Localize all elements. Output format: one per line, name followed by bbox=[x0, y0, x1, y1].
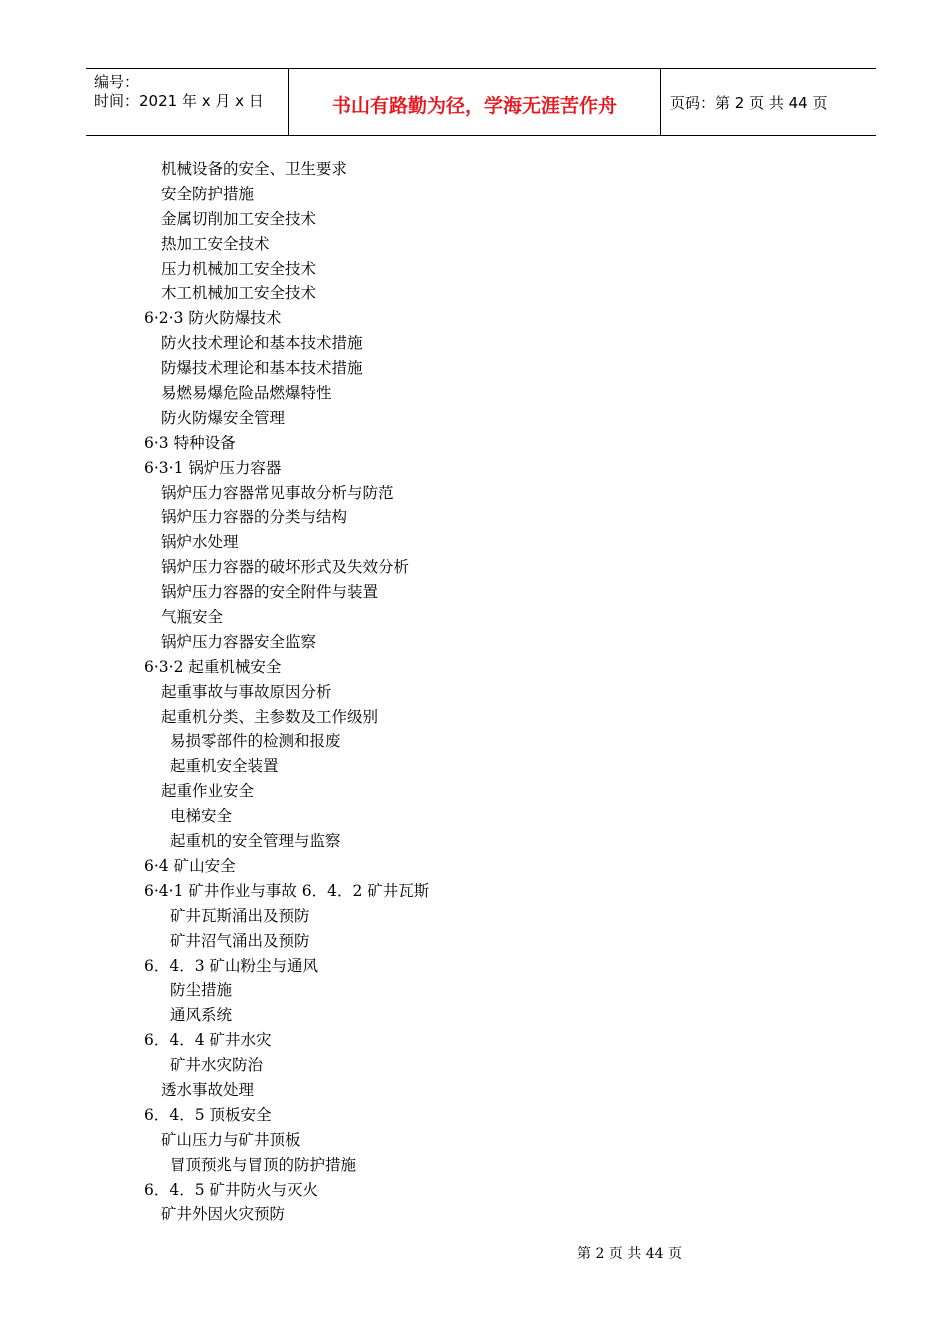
outline-item: 压力机械加工安全技术 bbox=[161, 259, 317, 278]
section-heading: 6·4 矿山安全 bbox=[144, 856, 236, 875]
outline-item: 易燃易爆危险品燃爆特性 bbox=[161, 384, 332, 403]
outline-item: 起重作业安全 bbox=[161, 782, 255, 801]
section-heading: 6·3·2 起重机械安全 bbox=[144, 657, 282, 676]
page-header bbox=[86, 68, 876, 136]
outline-item: 防尘措施 bbox=[170, 981, 233, 1000]
section-heading: 6．4．3 矿山粉尘与通风 bbox=[144, 956, 319, 975]
outline-item: 热加工安全技术 bbox=[161, 234, 270, 253]
section-heading: 6·3·1 锅炉压力容器 bbox=[144, 458, 282, 477]
outline-item: 透水事故处理 bbox=[161, 1080, 255, 1099]
section-heading: 6·4·1 矿井作业与事故 6．4．2 矿井瓦斯 bbox=[144, 881, 430, 900]
outline-item: 防火防爆安全管理 bbox=[161, 408, 286, 427]
page-footer: 第 2 页 共 44 页 bbox=[577, 1246, 682, 1262]
outline-item: 锅炉水处理 bbox=[161, 533, 239, 552]
outline-item: 机械设备的安全、卫生要求 bbox=[161, 160, 348, 178]
document-time-label: 时间：2021 年 x 月 x 日 bbox=[94, 92, 264, 110]
outline-item: 锅炉压力容器的破坏形式及失效分析 bbox=[161, 558, 410, 577]
section-heading: 6．4．5 顶板安全 bbox=[144, 1105, 272, 1124]
outline-item: 通风系统 bbox=[170, 1006, 233, 1025]
header-meta bbox=[86, 69, 288, 135]
outline-item: 起重机分类、主参数及工作级别 bbox=[161, 707, 379, 726]
outline-item: 防爆技术理论和基本技术措施 bbox=[161, 359, 363, 378]
outline-item: 易损零部件的检测和报废 bbox=[170, 732, 341, 751]
outline-item: 矿井外因火灾预防 bbox=[161, 1205, 286, 1224]
header-motto: 书山有路勤为径，学海无涯苦作舟 bbox=[288, 69, 661, 135]
section-heading: 6·2·3 防火防爆技术 bbox=[144, 309, 282, 328]
outline-item: 电梯安全 bbox=[170, 807, 233, 826]
outline-item: 矿山压力与矿井顶板 bbox=[161, 1130, 301, 1149]
header-page-info: 页码：第 2 页 共 44 页 bbox=[670, 93, 828, 112]
outline-item: 气瓶安全 bbox=[161, 608, 224, 627]
outline-item: 矿井瓦斯涌出及预防 bbox=[170, 906, 310, 925]
outline-item: 锅炉压力容器安全监察 bbox=[161, 632, 317, 651]
section-heading: 6．4．4 矿井水灾 bbox=[144, 1031, 272, 1050]
outline-item: 锅炉压力容器的分类与结构 bbox=[161, 508, 348, 527]
outline-item: 起重机安全装置 bbox=[170, 757, 279, 776]
outline-item: 冒顶预兆与冒顶的防护措施 bbox=[170, 1155, 357, 1174]
outline-item: 矿井水灾防治 bbox=[170, 1056, 264, 1075]
outline-item: 起重机的安全管理与监察 bbox=[170, 832, 341, 851]
outline-item: 锅炉压力容器的安全附件与装置 bbox=[161, 583, 379, 602]
outline-item: 防火技术理论和基本技术措施 bbox=[161, 334, 363, 353]
outline-item: 安全防护措施 bbox=[161, 184, 255, 203]
outline-item: 锅炉压力容器常见事故分析与防范 bbox=[161, 483, 394, 502]
section-heading: 6·3 特种设备 bbox=[144, 433, 236, 452]
outline-item: 金属切削加工安全技术 bbox=[161, 209, 317, 228]
outline-item: 矿井沼气涌出及预防 bbox=[170, 931, 310, 950]
outline-content bbox=[0, 157, 950, 1227]
outline-item: 起重事故与事故原因分析 bbox=[161, 682, 332, 701]
section-heading: 6．4．5 矿井防火与灭火 bbox=[144, 1180, 319, 1199]
outline-item: 木工机械加工安全技术 bbox=[161, 284, 317, 303]
document-number-label: 编号： bbox=[94, 73, 140, 91]
